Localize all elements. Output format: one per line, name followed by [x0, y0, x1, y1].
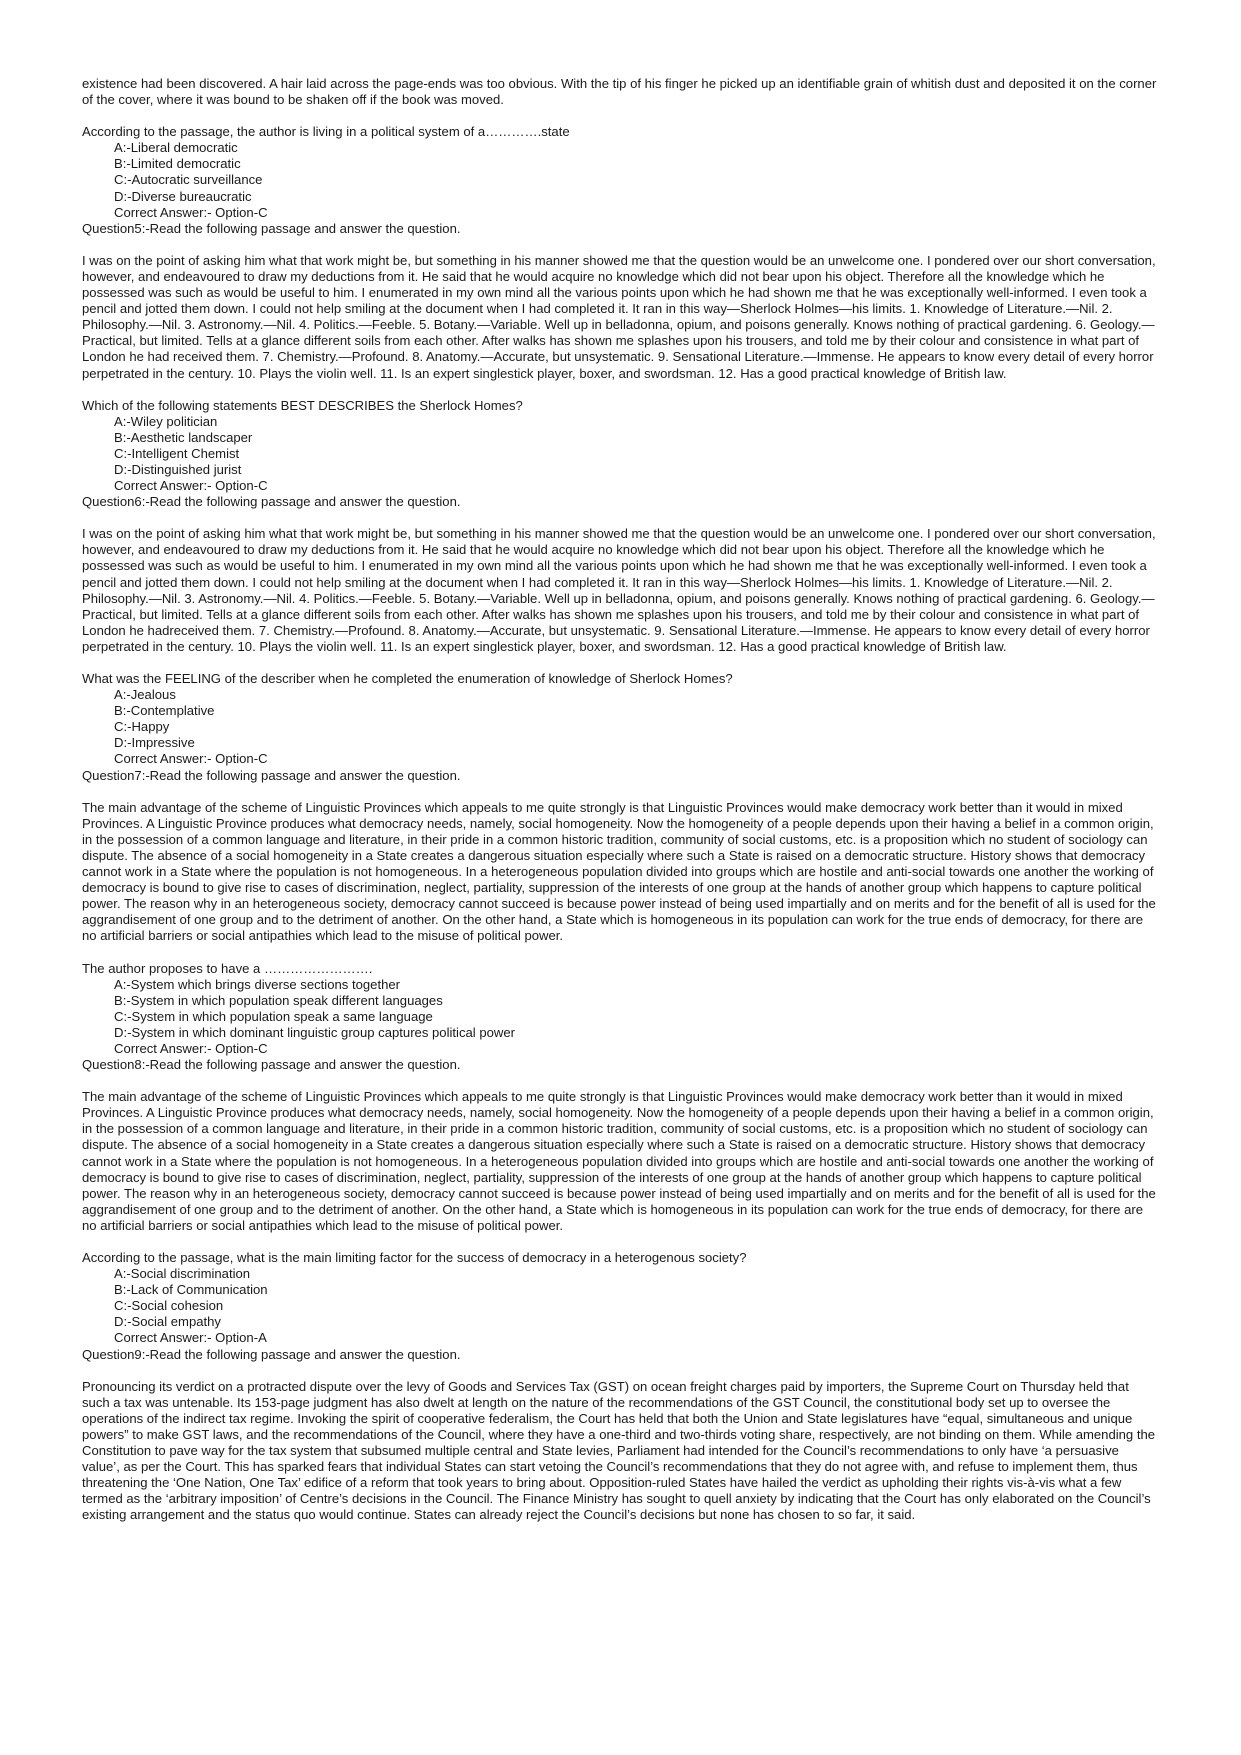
- option-c: C:-Social cohesion: [114, 1298, 224, 1314]
- question-header: Question9:-Read the following passage and answer the question.: [82, 1346, 461, 1362]
- spacer: [82, 1234, 1159, 1250]
- option-d: D:-System in which dominant linguistic group captures political power: [114, 1024, 515, 1040]
- passage-continuation: existence had been discovered. A hair laid across the page-ends was too obvious. With the tip of his finger he picked up an identifiable grain of whitish dust and deposited it on the corner of the cover, where it was bound to be shaken off if the book was moved.: [82, 76, 1157, 108]
- option-a: A:-Liberal democratic: [114, 140, 238, 156]
- correct-answer: Correct Answer:- Option-C: [114, 1040, 268, 1056]
- option-b: B:-Aesthetic landscaper: [114, 429, 253, 445]
- spacer: [82, 1363, 1159, 1379]
- question-passage: I was on the point of asking him what that work might be, but something in his manner showed me that the question would be an unwelcome one. I pondered over our short conversation, however, and endeavoured to draw my deductions from it. He said that he would acquire no knowledge which did not bear upon his object. Therefore all the knowledge which he possessed was such as would be useful to him. I enumerated in my own mind all the various points upon which he had shown me that he was exceptionally well-informed. I even took a pencil and jotted them down. I could not help smiling at the document when I had completed it. It ran in this way—Sherlock Holmes—his limits. 1. Knowledge of Literature.—Nil. 2. Philosophy.—Nil. 3. Astronomy.—Nil. 4. Politics.—Feeble. 5. Botany.—Variable. Well up in belladonna, opium, and poisons generally. Knows nothing of practical gardening. 6. Geology.—Practical, but limited. Tells at a glance different soils from each other. After walks has shown me splashes upon his trousers, and told me by their colour and consistence in what part of London he had received them. 7. Chemistry.—Profound. 8. Anatomy.—Accurate, but unsystematic. 9. Sensational Literature.—Immense. He appears to know every detail of every horror perpetrated in the century. 10. Plays the violin well. 11. Is an expert singlestick player, boxer, and swordsman. 12. Has a good practical knowledge of British law.: [82, 252, 1156, 381]
- option-a: A:-System which brings diverse sections together: [114, 976, 401, 992]
- option-b: B:-System in which population speak different languages: [114, 992, 443, 1008]
- option-b: B:-Lack of Communication: [114, 1282, 268, 1298]
- option-d: D:-Social empathy: [114, 1314, 221, 1330]
- question-stem: What was the FEELING of the describer when he completed the enumeration of knowledge of Sherlock Homes?: [82, 671, 733, 686]
- question-header: Question5:-Read the following passage and answer the question.: [82, 220, 461, 236]
- spacer: [82, 655, 1159, 671]
- option-c: C:-System in which population speak a same language: [114, 1008, 433, 1024]
- option-b: B:-Contemplative: [114, 703, 215, 719]
- option-c: C:-Autocratic surveillance: [114, 172, 263, 188]
- option-c: C:-Happy: [114, 719, 170, 735]
- option-a: A:-Jealous: [114, 687, 176, 703]
- correct-answer: Correct Answer:- Option-C: [114, 204, 268, 220]
- spacer: [82, 1073, 1159, 1089]
- options-list: [82, 414, 1159, 494]
- option-d: D:-Impressive: [114, 735, 195, 751]
- options-list: [82, 1266, 1159, 1346]
- spacer: [82, 784, 1159, 800]
- option-d: D:-Diverse bureaucratic: [114, 188, 252, 204]
- spacer: [82, 382, 1159, 398]
- question-passage: The main advantage of the scheme of Linguistic Provinces which appeals to me quite strongly is that Linguistic Provinces would make democracy work better than it would in mixed Provinces. A Linguistic Province produces what democracy needs, namely, social homogeneity. Now the homogeneity of a people depends upon their having a belief in a common origin, in the possession of a common language and literature, in their pride in a common historic tradition, community of social customs, etc. is a proposition which no student of sociology can dispute. The absence of a social homogeneity in a State creates a dangerous situation especially where such a State is raised on a democratic structure. History shows that democracy cannot work in a State where the population is not homogeneous. In a heterogeneous population divided into groups which are hostile and anti-social towards one another the working of democracy is bound to give rise to cases of discrimination, neglect, partiality, suppression of the interests of one group at the hands of another group which happens to capture political power. The reason why in an heterogeneous society, democracy cannot succeed is because power instead of being used impartially and on merits and for the benefit of all is used for the aggrandisement of one group and to the detriment of another. On the other hand, a State which is homogeneous in its population can work for the true ends of democracy, for there are no artificial barriers or social antipathies which lead to the misuse of political power.: [82, 1089, 1156, 1233]
- question-stem: The author proposes to have a …………………….: [82, 960, 373, 976]
- spacer: [82, 945, 1159, 961]
- spacer: [82, 108, 1159, 124]
- question-header: Question8:-Read the following passage and answer the question.: [82, 1057, 461, 1073]
- option-a: A:-Wiley politician: [114, 413, 218, 429]
- spacer: [82, 237, 1159, 253]
- question-stem: According to the passage, what is the main limiting factor for the success of democracy in a heterogenous society?: [82, 1250, 747, 1265]
- question-passage: The main advantage of the scheme of Linguistic Provinces which appeals to me quite strongly is that Linguistic Provinces would make democracy work better than it would in mixed Provinces. A Linguistic Province produces what democracy needs, namely, social homogeneity. Now the homogeneity of a people depends upon their having a belief in a common origin, in the possession of a common language and literature, in their pride in a common historic tradition, community of social customs, etc. is a proposition which no student of sociology can dispute. The absence of a social homogeneity in a State creates a dangerous situation especially where such a State is raised on a democratic structure. History shows that democracy cannot work in a State where the population is not homogeneous. In a heterogeneous population divided into groups which are hostile and anti-social towards one another the working of democracy is bound to give rise to cases of discrimination, neglect, partiality, suppression of the interests of one group at the hands of another group which happens to capture political power. The reason why in an heterogeneous society, democracy cannot succeed is because power instead of being used impartially and on merits and for the benefit of all is used for the aggrandisement of one group and to the detriment of another. On the other hand, a State which is homogeneous in its population can work for the true ends of democracy, for there are no artificial barriers or social antipathies which lead to the misuse of political power.: [82, 799, 1156, 944]
- option-c: C:-Intelligent Chemist: [114, 445, 240, 461]
- question-passage: Pronouncing its verdict on a protracted dispute over the levy of Goods and Services Tax (GST) on ocean freight charges paid by importers, the Supreme Court on Thursday held that such a tax was untenable. Its 153-page judgment has also dwelt at length on the nature of the recommendations of the GST Council, the constitutional body set up to oversee the operations of the indirect tax regime. Invoking the spirit of cooperative federalism, the Court has held that both the Union and State legislatures have “equal, simultaneous and unique powers” to make GST laws, and the recommendations of the Council, where they have a one-third and two-thirds voting share, respectively, are not binding on them. While amending the Constitution to pave way for the tax system that subsumed multiple central and State levies, Parliament had intended for the Council’s recommendations to only have ‘a persuasive value’, as per the Court. This has sparked fears that individual States can start vetoing the Council’s recommendations that they do not agree with, and refuse to implement them, thus threatening the ‘One Nation, One Tax’ edifice of a reform that took years to bring about. Opposition-ruled States have hailed the verdict as upholding their rights vis-à-vis what a few termed as the ‘arbitrary imposition’ of Centre’s decisions in the Council. The Finance Ministry has sought to quell anxiety by indicating that the Court has only elaborated on the Council’s existing arrangement and the status quo would continue. States can already reject the Council’s decisions but none has chosen to so far, it said.: [82, 1378, 1156, 1523]
- options-list: [82, 977, 1159, 1057]
- question-header: Question6:-Read the following passage and answer the question.: [82, 494, 461, 510]
- spacer: [82, 510, 1159, 526]
- question-stem: According to the passage, the author is living in a political system of a………….state: [82, 124, 570, 140]
- question-stem: Which of the following statements BEST DESCRIBES the Sherlock Homes?: [82, 397, 523, 413]
- option-d: D:-Distinguished jurist: [114, 461, 242, 477]
- correct-answer: Correct Answer:- Option-C: [114, 478, 268, 494]
- options-list: [82, 140, 1159, 220]
- correct-answer: Correct Answer:- Option-C: [114, 751, 268, 767]
- question-header: Question7:-Read the following passage and answer the question.: [82, 767, 461, 783]
- correct-answer: Correct Answer:- Option-A: [114, 1330, 267, 1346]
- options-list: [82, 687, 1159, 767]
- option-a: A:-Social discrimination: [114, 1266, 251, 1282]
- question-passage: I was on the point of asking him what that work might be, but something in his manner showed me that the question would be an unwelcome one. I pondered over our short conversation, however, and endeavoured to draw my deductions from it. He said that he would acquire no knowledge which did not bear upon his object. Therefore all the knowledge which he possessed was such as would be useful to him. I enumerated in my own mind all the various points upon which he had shown me that he was exceptionally well-informed. I even took a pencil and jotted them down. I could not help smiling at the document when I had completed it. It ran in this way—Sherlock Holmes—his limits. 1. Knowledge of Literature.—Nil. 2. Philosophy.—Nil. 3. Astronomy.—Nil. 4. Politics.—Feeble. 5. Botany.—Variable. Well up in belladonna, opium, and poisons generally. Knows nothing of practical gardening. 6. Geology.—Practical, but limited. Tells at a glance different soils from each other. After walks has shown me splashes upon his trousers, and told me by their colour and consistence in what part of London he hadreceived them. 7. Chemistry.—Profound. 8. Anatomy.—Accurate, but unsystematic. 9. Sensational Literature.—Immense. He appears to know every detail of every horror perpetrated in the century. 10. Plays the violin well. 11. Is an expert singlestick player, boxer, and swordsman. 12. Has a good practical knowledge of British law.: [82, 526, 1156, 654]
- option-b: B:-Limited democratic: [114, 156, 241, 172]
